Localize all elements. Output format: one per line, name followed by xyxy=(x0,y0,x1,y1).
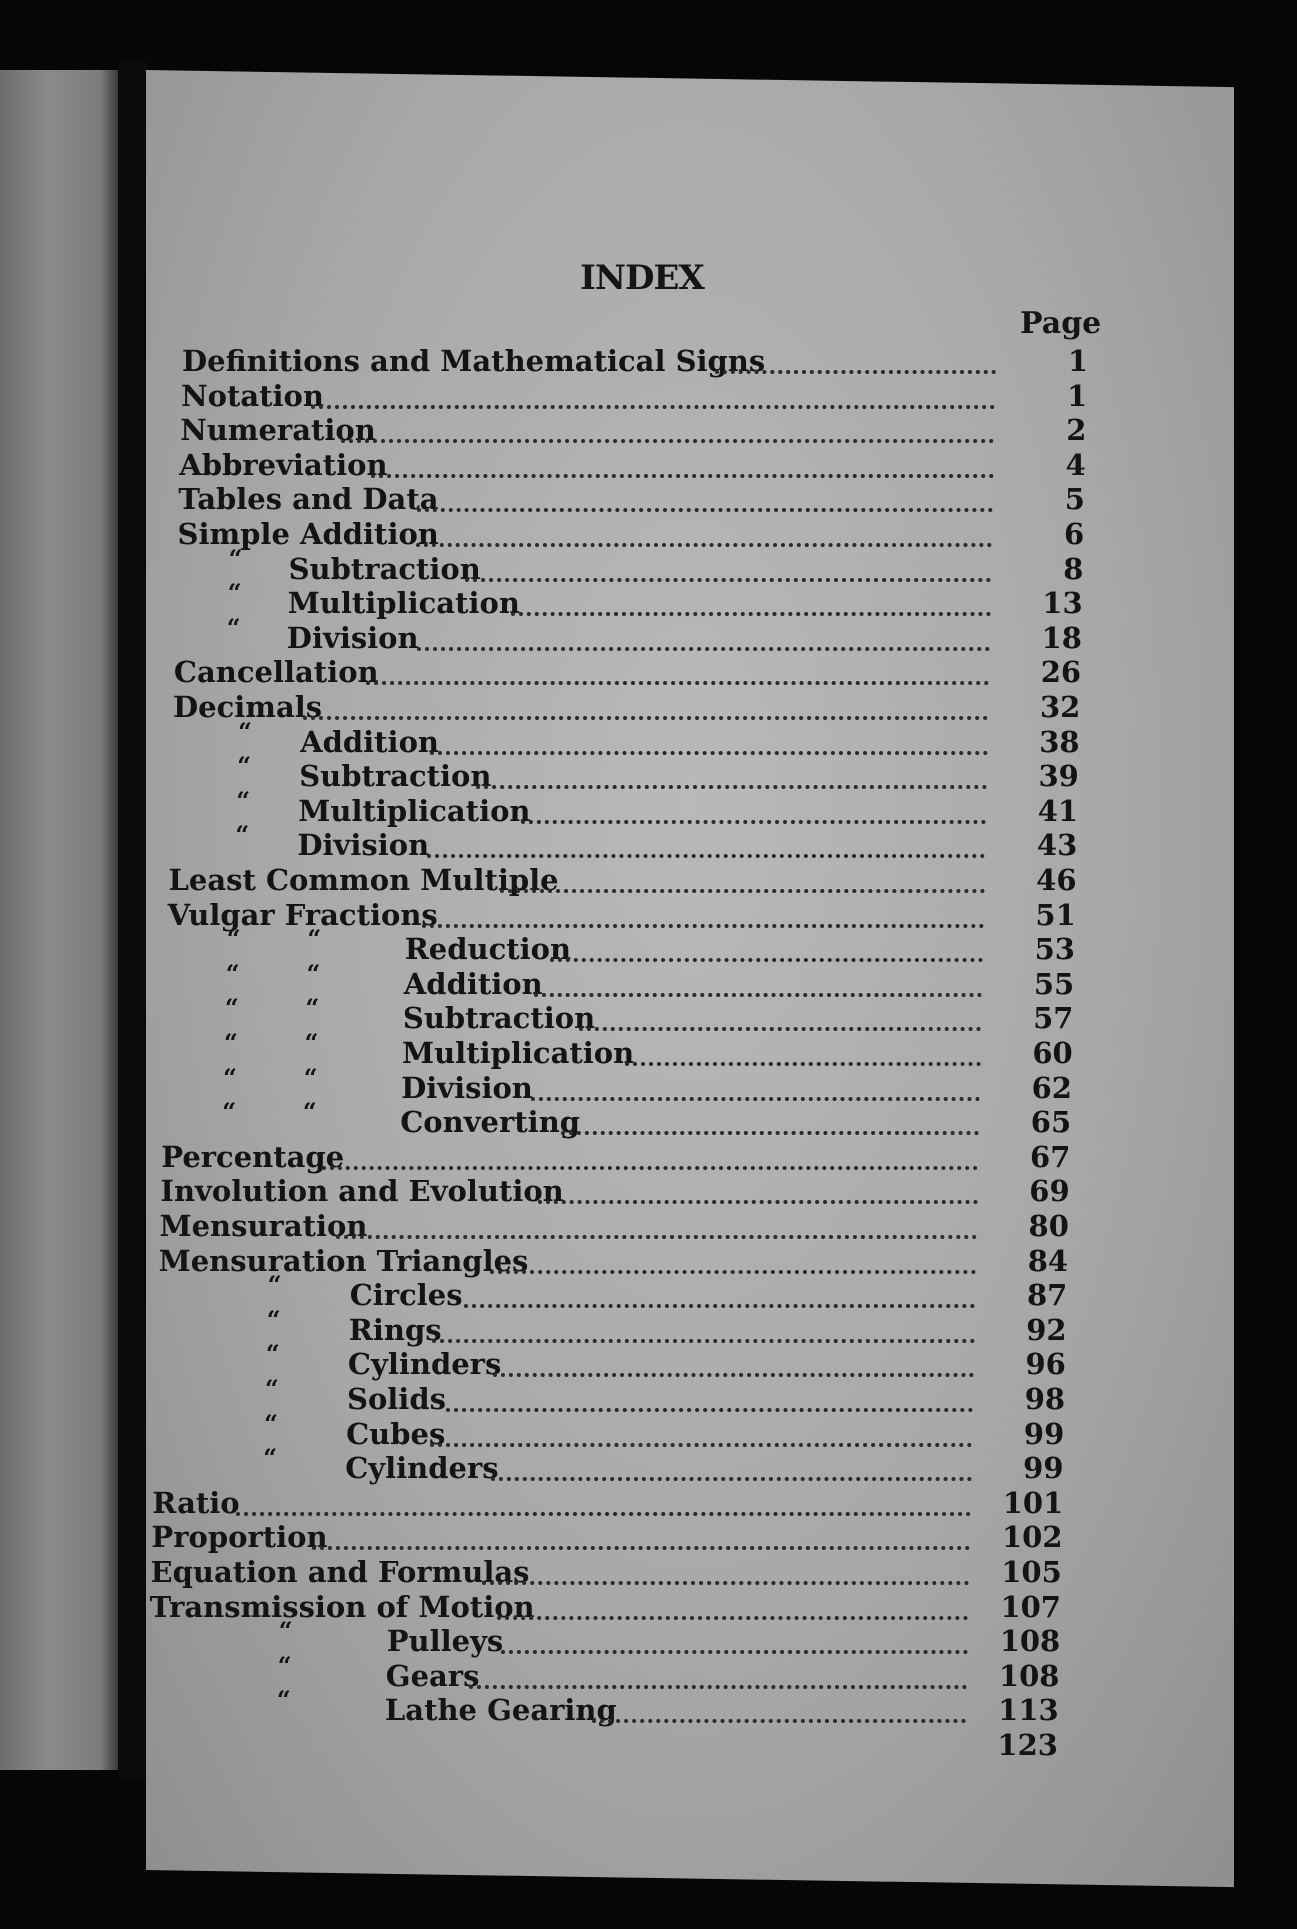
entry-page-number: 108 xyxy=(999,1624,1061,1659)
dot-leader xyxy=(500,869,985,893)
entry-page-number: 101 xyxy=(1002,1485,1064,1520)
entry-page-number: 105 xyxy=(1001,1555,1062,1589)
ditto-mark: “ “ xyxy=(226,924,322,954)
entry-page-number: 5 xyxy=(1064,482,1085,517)
index-entry xyxy=(0,448,1297,482)
index-entry xyxy=(0,612,1297,655)
entry-page-number: 4 xyxy=(1065,447,1086,482)
dot-leader xyxy=(511,592,991,616)
index-entry xyxy=(0,993,1297,1036)
ditto-mark: “ xyxy=(265,1374,279,1403)
entry-label: Circles xyxy=(349,1278,463,1313)
index-entry xyxy=(0,958,1297,1001)
ditto-mark: “ xyxy=(265,1339,280,1369)
ditto-mark: “ xyxy=(263,1443,277,1473)
index-entry xyxy=(0,924,1297,967)
dot-leader xyxy=(561,1111,979,1135)
entry-page-number: 107 xyxy=(1000,1589,1061,1624)
dot-leader xyxy=(501,1630,967,1654)
dot-leader xyxy=(491,1457,972,1481)
dot-leader xyxy=(341,419,994,443)
index-entry xyxy=(0,482,1297,516)
dot-leader xyxy=(538,1180,977,1204)
entry-label: Percentage xyxy=(161,1139,345,1174)
entry-label: Definitions and Mathematical Signs xyxy=(182,344,766,378)
dot-leader xyxy=(482,1561,969,1585)
entry-page-number: 99 xyxy=(1023,1451,1064,1486)
index-entry xyxy=(0,1374,1297,1416)
entry-label: Multiplication xyxy=(402,1036,635,1070)
entry-page-number: 108 xyxy=(998,1658,1060,1693)
index-entry xyxy=(0,1590,1297,1624)
entry-label: Division xyxy=(286,620,419,655)
entry-page-number: 2 xyxy=(1066,413,1087,448)
ditto-mark: “ “ xyxy=(222,1097,317,1127)
index-entry xyxy=(0,1685,1297,1728)
dot-leader xyxy=(469,1665,967,1689)
ditto-mark: “ xyxy=(228,543,243,573)
dot-leader xyxy=(625,1042,981,1066)
entry-label: Cylinders xyxy=(345,1451,499,1486)
index-entry xyxy=(0,751,1297,794)
entry-label: Solids xyxy=(347,1382,446,1416)
index-entry xyxy=(0,1028,1297,1070)
entry-page-number: 51 xyxy=(1035,897,1076,932)
index-entry xyxy=(0,1443,1297,1486)
dot-leader xyxy=(416,523,992,547)
entry-page-number: 80 xyxy=(1028,1209,1069,1243)
entry-label: Decimals xyxy=(173,690,323,724)
dot-leader xyxy=(715,350,996,374)
dot-leader xyxy=(371,454,993,478)
dot-leader xyxy=(417,627,990,651)
entry-page-number: 26 xyxy=(1040,655,1082,690)
entry-page-number: 67 xyxy=(1030,1139,1071,1174)
dot-leader xyxy=(464,1284,975,1308)
index-entry xyxy=(0,1520,1297,1554)
dot-leader xyxy=(579,1007,981,1031)
dot-leader xyxy=(311,385,995,409)
index-entry xyxy=(0,1097,1297,1140)
entry-page-number: 38 xyxy=(1039,724,1080,759)
page-column-header: Page xyxy=(1020,306,1102,341)
entry-label: Multiplication xyxy=(298,793,531,828)
entry-page-number: 57 xyxy=(1033,1001,1074,1036)
ditto-mark: “ xyxy=(238,716,252,746)
entry-page-number: 1 xyxy=(1067,378,1088,413)
ditto-mark: “ xyxy=(226,612,241,642)
entry-page-number: 102 xyxy=(1001,1520,1063,1555)
entry-label: Subtraction xyxy=(402,1001,596,1036)
index-entry xyxy=(0,413,1297,447)
entry-label: Mensuration xyxy=(159,1209,368,1243)
dot-leader xyxy=(490,1250,976,1274)
dot-leader xyxy=(531,1077,980,1101)
entry-label: Division xyxy=(297,828,430,863)
index-entry xyxy=(0,690,1297,724)
ditto-mark: “ “ xyxy=(224,993,320,1023)
entry-label: Addition xyxy=(403,966,543,1001)
entry-page-number: 99 xyxy=(1023,1416,1065,1451)
index-entry xyxy=(0,1555,1297,1589)
index-entry xyxy=(0,1650,1297,1693)
entry-page-number: 69 xyxy=(1029,1174,1070,1209)
entry-label: Lathe Gearing xyxy=(384,1693,617,1728)
dot-leader xyxy=(465,558,991,582)
ditto-mark: “ “ xyxy=(224,1028,319,1057)
entry-label: Transmission of Motion xyxy=(149,1589,535,1624)
entry-page-number: 41 xyxy=(1037,793,1079,828)
dot-leader xyxy=(497,1596,969,1620)
dot-leader xyxy=(534,973,982,997)
index-entry xyxy=(0,1486,1297,1520)
entry-label: Cancellation xyxy=(173,655,379,690)
dot-leader xyxy=(422,904,984,928)
entry-label: Reduction xyxy=(404,932,572,967)
entry-label: Subtraction xyxy=(299,759,492,794)
ditto-mark: “ xyxy=(235,820,250,850)
entry-label: Least Common Multiple xyxy=(168,863,559,897)
entry-label: Mensuration Triangles xyxy=(158,1243,529,1278)
entry-label: Cylinders xyxy=(347,1347,502,1382)
entry-page-number: 113 xyxy=(998,1693,1059,1728)
dot-leader xyxy=(521,800,986,824)
index-entry xyxy=(0,1174,1297,1208)
index-entry xyxy=(0,863,1297,897)
index-entry xyxy=(0,517,1297,551)
index-entry xyxy=(0,1062,1297,1105)
ditto-mark: “ xyxy=(237,751,251,781)
entry-page-number: 87 xyxy=(1026,1278,1068,1313)
index-entry xyxy=(0,1616,1297,1659)
index-entry xyxy=(0,716,1297,759)
dot-leader xyxy=(550,938,983,962)
index-entry xyxy=(0,1339,1297,1382)
ditto-mark: “ xyxy=(266,1304,281,1334)
dot-leader xyxy=(493,1353,973,1377)
index-entry xyxy=(0,655,1297,689)
entry-label: Notation xyxy=(181,378,324,413)
dot-leader xyxy=(303,696,988,720)
index-entry xyxy=(0,1728,1297,1762)
index-entry xyxy=(0,820,1297,863)
entry-page-number: 55 xyxy=(1033,966,1075,1001)
dot-leader xyxy=(236,1492,971,1516)
entry-label: Vulgar Fractions xyxy=(167,897,438,932)
entry-page-number: 46 xyxy=(1036,863,1077,897)
entry-page-number: 6 xyxy=(1063,517,1085,551)
entry-page-number: 62 xyxy=(1031,1070,1072,1105)
ditto-mark: “ xyxy=(267,1270,282,1300)
page-title: INDEX xyxy=(580,258,704,298)
entry-page-number: 123 xyxy=(997,1728,1058,1762)
index-entry xyxy=(0,1209,1297,1243)
dot-leader xyxy=(592,1699,966,1723)
dot-leader xyxy=(322,1146,978,1170)
ditto-mark: “ xyxy=(278,1616,293,1646)
ditto-mark: “ xyxy=(276,1685,291,1715)
dot-leader xyxy=(446,1388,973,1412)
entry-page-number: 39 xyxy=(1038,759,1079,794)
index-entry xyxy=(0,1244,1297,1278)
entry-page-number: 96 xyxy=(1025,1347,1066,1382)
ditto-mark: “ “ xyxy=(223,1062,318,1092)
entry-label: Multiplication xyxy=(287,586,520,621)
dot-leader xyxy=(430,1423,973,1447)
entry-page-number: 98 xyxy=(1024,1382,1066,1416)
entry-label: Converting xyxy=(400,1105,581,1140)
entry-label: Division xyxy=(401,1070,533,1105)
entry-page-number: 84 xyxy=(1027,1243,1069,1278)
dot-leader xyxy=(432,1319,974,1343)
entry-page-number: 60 xyxy=(1032,1036,1073,1070)
entry-label: Tables and Data xyxy=(178,482,439,517)
index-entry xyxy=(0,379,1297,413)
index-entry xyxy=(0,785,1297,828)
index-entry xyxy=(0,344,1297,378)
ditto-mark: “ xyxy=(236,785,251,815)
entry-label: Equation and Formulas xyxy=(150,1555,530,1589)
entry-page-number: 65 xyxy=(1030,1105,1072,1140)
index-entries xyxy=(0,344,1297,1762)
entry-label: Simple Addition xyxy=(177,517,439,551)
index-entry xyxy=(0,1304,1297,1347)
index-entry xyxy=(0,578,1297,621)
ditto-mark: “ “ xyxy=(225,958,321,988)
dot-leader xyxy=(427,834,985,858)
entry-label: Abbreviation xyxy=(179,447,388,482)
entry-label: Proportion xyxy=(151,1520,328,1555)
entry-page-number: 13 xyxy=(1042,586,1083,621)
entry-label: Rings xyxy=(348,1312,442,1347)
dot-leader xyxy=(430,731,987,755)
dot-leader xyxy=(417,488,993,512)
ditto-mark: “ xyxy=(264,1408,278,1438)
dot-leader xyxy=(366,661,989,685)
index-entry xyxy=(0,1270,1297,1313)
entry-page-number: 53 xyxy=(1034,932,1075,967)
index-entry xyxy=(0,543,1297,586)
entry-label: Gears xyxy=(385,1658,480,1693)
ditto-mark: “ xyxy=(227,578,242,608)
entry-label: Cubes xyxy=(346,1416,446,1451)
index-entry xyxy=(0,898,1297,932)
entry-page-number: 32 xyxy=(1039,690,1081,724)
entry-label: Pulleys xyxy=(386,1624,504,1659)
ditto-mark: “ xyxy=(277,1650,292,1680)
dot-leader xyxy=(336,1215,977,1239)
entry-label: Subtraction xyxy=(288,551,481,586)
entry-label: Numeration xyxy=(180,413,376,448)
entry-page-number: 43 xyxy=(1036,828,1078,863)
entry-page-number: 92 xyxy=(1026,1312,1067,1347)
entry-label: Involution and Evolution xyxy=(160,1174,564,1209)
dot-leader xyxy=(476,765,987,789)
entry-label: Ratio xyxy=(152,1485,240,1520)
dot-leader xyxy=(312,1526,970,1550)
entry-label: Addition xyxy=(300,724,440,759)
index-entry xyxy=(0,1408,1297,1451)
entry-page-number: 1 xyxy=(1067,344,1088,378)
index-entry xyxy=(0,1140,1297,1174)
entry-page-number: 8 xyxy=(1063,551,1084,586)
entry-page-number: 18 xyxy=(1041,620,1082,655)
